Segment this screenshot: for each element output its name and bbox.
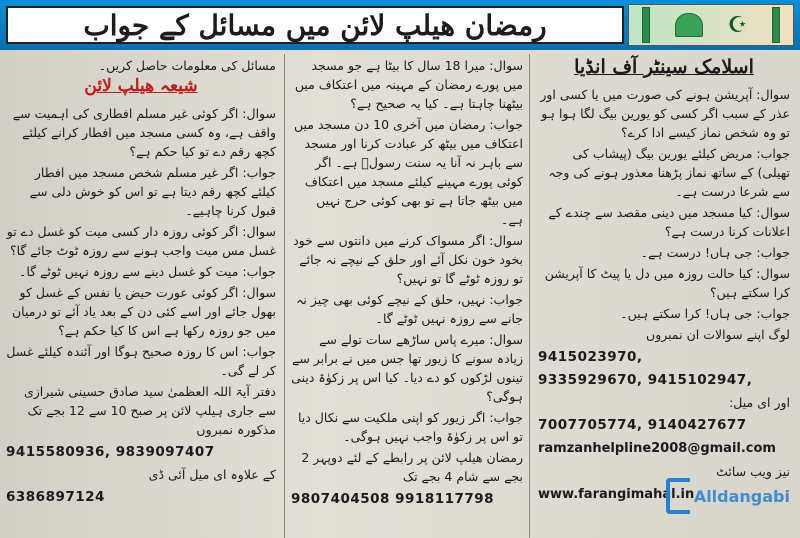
question: سوال: اگر کوئی روزہ دار کسی میت کو غسل دے تو غسل مس میت واجب ہونے سے روزہ ٹوٹ جائے گا؟	[6, 224, 276, 258]
question: سوال: کیا حالت روزہ میں دل یا پیٹ کا آپریشن کرا سکتے ہیں؟	[544, 266, 790, 300]
website-label: نیز ویب سائٹ	[716, 464, 790, 479]
answer: جواب: جی ہاں! درست ہے۔	[640, 245, 790, 260]
calligraphy-icon: ☪	[727, 12, 748, 38]
question: سوال: میرے پاس ساڑھے سات تولے سے زیادہ سونے کا زیور تھا جس میں نے برابر سے تینوں لڑکوں کو دے دیا۔ کیا اس پر زکوٰۃ دینی ہوگی؟	[291, 332, 523, 404]
contact-intro: لوگ اپنے سوالات ان نمبروں	[646, 327, 790, 342]
continuation-text: مسائل کی معلومات حاصل کریں۔	[98, 58, 276, 73]
phone-numbers: 9415023970,	[538, 349, 643, 365]
answer: جواب: اگر زیور کو اپنی ملکیت سے نکال دیا تو اس پر زکوٰۃ واجب نہیں ہوگی۔	[297, 410, 523, 444]
question: سوال: کیا مسجد میں دینی مقصد سے چندے کے اعلانات کرنا درست ہے؟	[548, 205, 790, 239]
question: سوال: آپریشن ہونے کی صورت میں یا کسی اور عذر کے سبب اگر کسی کو یورین بیگ لگا ہوا ہو تو وہ شخص نماز کیسے ادا کرے؟	[540, 87, 790, 140]
watermark-logo-icon	[666, 478, 690, 514]
answer: جواب: اگر غیر مسلم شخص مسجد میں افطار کیلئے کچھ رقم دیتا ہے تو اس کو خوش دلی سے قبول کرنا چاہیے۔	[29, 165, 276, 218]
minaret-icon	[772, 7, 780, 43]
email-address: ramzanhelpline2008@gmail.com	[538, 441, 776, 456]
question: سوال: اگر کوئی غیر مسلم افطاری کی اہمیت سے واقف ہے، وہ کسی مسجد میں افطار کرانے کیلئے کچھ رقم دے تو کیا حکم ہے؟	[12, 106, 276, 159]
watermark	[666, 472, 790, 520]
answer: جواب: جی ہاں! کرا سکتے ہیں۔	[620, 306, 790, 321]
column-shia-helpline	[0, 54, 282, 538]
phone-numbers: 6386897124	[6, 489, 105, 505]
answer: جواب: مریض کیلئے یورین بیگ (پیشاب کی تھیلی) کے ساتھ نماز پڑھنا معذور ہونے کی وجہ سے شرعا درست ہے۔	[548, 146, 790, 199]
question: سوال: اگر کوئی عورت حیض یا نفس کے غسل کو بھول جائے اور اسے کئی دن کے بعد یاد آئے تو درمیان میں جو روزہ رکھا ہے اس کا کیا حکم ہے؟	[11, 285, 276, 338]
contact-intro: رمضان ھیلپ لائن پر رابطے کے لئے دوپہر 2 بجے سے شام 4 بجے تک	[301, 450, 523, 484]
section-heading-shia-helpline: شیعہ ھیلپ لائن	[84, 76, 198, 96]
contact-email-label: اور ای میل:	[729, 395, 790, 410]
contact-intro: دفتر آیۃ اللہ العظمیٰ سید صادق حسینی شیرازی سے جاری ہیلپ لائن پر صبح 10 سے 12 بجے تک مذکورہ نمبروں	[23, 384, 276, 437]
answer: جواب: میت کو غسل دینے سے روزہ نہیں ٹوٹے گا۔	[19, 264, 276, 279]
question: سوال: اگر مسواک کرنے میں دانتوں سے خود بخود خون نکل آئے اور حلق کے نیچے نہ جائے تو روزہ ٹوٹے گا تو نہیں؟	[293, 233, 523, 286]
contact-email-label: کے علاوہ ای میل آئی ڈی	[148, 467, 276, 482]
page-title: رمضان ھیلپ لائن میں مسائل کے جواب	[6, 6, 624, 44]
phone-numbers: 7007705774, 9140427677	[538, 417, 747, 433]
column-middle	[284, 54, 530, 538]
question: سوال: میرا 18 سال کا بیٹا ہے جو مسجد میں پورے رمضان کے مہینہ میں اعتکاف میں بیٹھنا چاہتا ہے۔ کیا یہ صحیح ہے؟	[294, 58, 523, 111]
phone-numbers: 9807404508 9918117798	[291, 491, 495, 507]
green-dome-icon	[675, 13, 703, 37]
answer: جواب: رمضان میں آخری 10 دن مسجد میں اعتکاف میں بیٹھ کر عبادت کرنا اور مسجد سے باہر نہ آنا یہ سنت رسولؐ ہے۔ اگر کوئی پورے مہینے کیلئے مسجد میں اعتکاف میں بیٹھ جاتا ہے تو بھی کوئی حرج نہیں ہے۔	[293, 117, 523, 227]
mosque-illustration	[628, 4, 794, 46]
headline-banner	[0, 0, 800, 50]
phone-numbers: 9415580936, 9839097407	[6, 444, 215, 460]
website-url: www.farangimahal.in	[538, 487, 695, 502]
phone-numbers: 9335929670, 9415102947,	[538, 372, 753, 388]
minaret-icon	[642, 7, 650, 43]
section-heading-islamic-centre: اسلامک سینٹر آف انڈیا	[574, 56, 754, 78]
column-islamic-centre	[532, 54, 796, 538]
answer: جواب: اس کا روزہ صحیح ہوگا اور آئندہ کیلئے غسل کر لے گی۔	[6, 344, 276, 378]
watermark-text: Alldangabi	[693, 486, 790, 506]
answer: جواب: نہیں، حلق کے نیچے کوئی بھی چیز نہ جانے سے روزہ نہیں ٹوٹے گا۔	[296, 292, 523, 326]
